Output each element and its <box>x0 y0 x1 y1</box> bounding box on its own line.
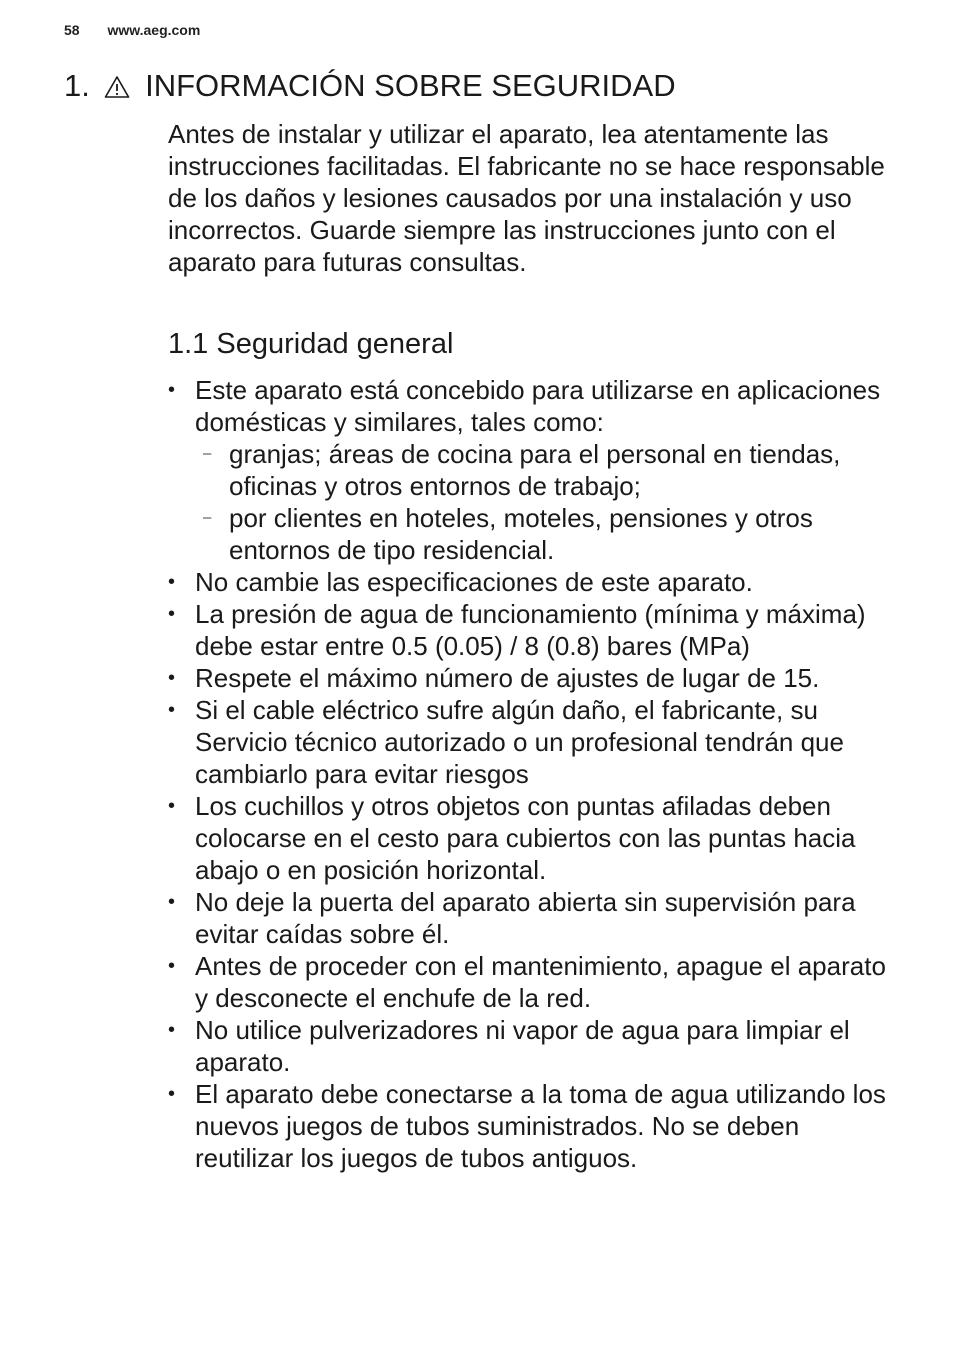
bullet-marker: • <box>168 667 176 689</box>
list-item-text: Este aparato está concebido para utilizarse en aplicaciones domésticas y similares, tales como: <box>195 375 881 437</box>
sub-list-item <box>195 438 904 502</box>
list-item <box>168 1078 904 1174</box>
subsection-title: 1.1 Seguridad general <box>168 328 454 360</box>
list-item <box>168 566 904 598</box>
list-item <box>168 886 904 950</box>
dash-marker: – <box>203 445 212 462</box>
list-item <box>168 1014 904 1078</box>
bullet-marker: • <box>168 603 176 625</box>
bullet-marker: • <box>168 795 176 817</box>
safety-list <box>168 374 904 1174</box>
bullet-marker: • <box>168 1083 176 1105</box>
sub-list-item-text: granjas; áreas de cocina para el personal en tiendas, oficinas y otros entornos de trabajo; <box>229 439 841 501</box>
list-item <box>168 662 904 694</box>
bullet-marker: • <box>168 891 176 913</box>
page-header <box>64 22 200 38</box>
sub-list <box>195 438 904 566</box>
section-number: 1. <box>64 68 90 103</box>
bullet-marker: • <box>168 1019 176 1041</box>
list-item-text: Respete el máximo número de ajustes de lugar de 15. <box>195 663 820 693</box>
list-item-text: La presión de agua de funcionamiento (mínima y máxima) debe estar entre 0.5 (0.05) / 8 (0.8) bares (MPa) <box>195 599 866 661</box>
dash-marker: – <box>203 509 212 526</box>
list-item <box>168 374 904 566</box>
list-item-text: No cambie las especificaciones de este aparato. <box>195 567 753 597</box>
bullet-marker: • <box>168 379 176 401</box>
bullet-marker: • <box>168 955 176 977</box>
bullet-marker: • <box>168 699 176 721</box>
list-item <box>168 950 904 1014</box>
warning-triangle-icon <box>104 69 130 109</box>
bullet-marker: • <box>168 571 176 593</box>
list-item <box>168 790 904 886</box>
page-number: 58 <box>64 22 80 38</box>
sub-list-item-text: por clientes en hoteles, moteles, pensiones y otros entornos de tipo residencial. <box>229 503 813 565</box>
list-item <box>168 598 904 662</box>
list-item-text: Los cuchillos y otros objetos con puntas afiladas deben colocarse en el cesto para cubiertos con las puntas hacia abajo o en posición horizontal. <box>195 791 856 885</box>
list-item-text: No deje la puerta del aparato abierta sin supervisión para evitar caídas sobre él. <box>195 887 856 949</box>
list-item-text: Si el cable eléctrico sufre algún daño, el fabricante, su Servicio técnico autorizado o un profesional tendrán que cambiarlo para evitar riesgos <box>195 695 844 789</box>
section-title-text: INFORMACIÓN SOBRE SEGURIDAD <box>145 68 676 103</box>
website-url: www.aeg.com <box>107 22 201 38</box>
list-item-text: El aparato debe conectarse a la toma de agua utilizando los nuevos juegos de tubos suministrados. No se deben reutilizar los juegos de tubos antiguos. <box>195 1079 886 1173</box>
intro-paragraph: Antes de instalar y utilizar el aparato, lea atentamente las instrucciones facilitadas. El fabricante no se hace responsable de los daños y lesiones causados por una instalación y uso incorrectos. Guarde siempre las instrucciones junto con el aparato para futuras consultas. <box>168 119 885 277</box>
list-item-text: No utilice pulverizadores ni vapor de agua para limpiar el aparato. <box>195 1015 850 1077</box>
list-item-text: Antes de proceder con el mantenimiento, apague el aparato y desconecte el enchufe de la red. <box>195 951 886 1013</box>
sub-list-item <box>195 502 904 566</box>
list-item <box>168 694 904 790</box>
section-title <box>64 66 676 109</box>
